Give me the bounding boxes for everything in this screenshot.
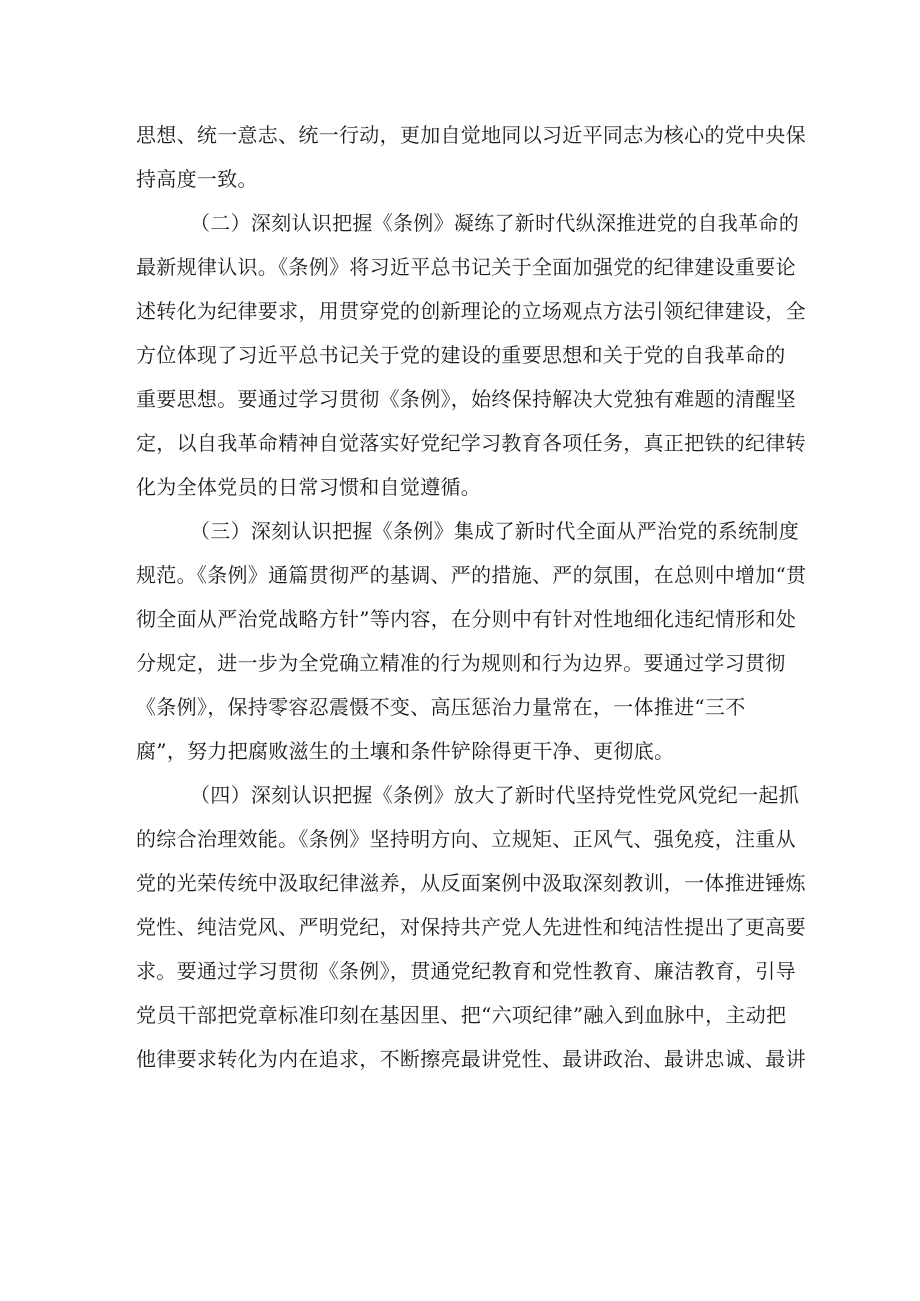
text-line: 述转化为纪律要求，用贯穿党的创新理论的立场观点方法引领纪律建设，全: [136, 299, 806, 323]
section-2-heading-line: （二）深刻认识把握《条例》凝练了新时代纵深推进党的自我革命的: [190, 211, 799, 235]
text-line: 《条例》，保持零容忍震慑不变、高压惩治力量常在，一体推进“三不: [136, 695, 746, 719]
section-4-heading-line: （四）深刻认识把握《条例》放大了新时代坚持党性党风党纪一起抓: [190, 783, 799, 807]
text-line: 思想、统一意志、统一行动，更加自觉地同以习近平同志为核心的党中央保: [136, 123, 806, 147]
text-line: 方位体现了习近平总书记关于党的建设的重要思想和关于党的自我革命的: [136, 343, 786, 367]
text-line: 重要思想。要通过学习贯彻《条例》，始终保持解决大党独有难题的清醒坚: [136, 387, 796, 411]
text-line: 党的光荣传统中汲取纪律滋养，从反面案例中汲取深刻教训，一体推进锤炼: [136, 871, 806, 895]
text-line: 党性、纯洁党风、严明党纪，对保持共产党人先进性和纯洁性提出了更高要: [136, 915, 806, 939]
text-line: 化为全体党员的日常习惯和自觉遵循。: [136, 475, 482, 499]
text-line: 定，以自我革命精神自觉落实好党纪学习教育各项任务，真正把铁的纪律转: [136, 431, 806, 455]
text-line: 持高度一致。: [136, 167, 258, 191]
text-line: 党员干部把党章标准印刻在基因里、把“六项纪律”融入到血脉中，主动把: [136, 1003, 787, 1027]
text-line: 的综合治理效能。《条例》坚持明方向、立规矩、正风气、强免疫，注重从: [136, 827, 796, 851]
section-3-heading-line: （三）深刻认识把握《条例》集成了新时代全面从严治党的系统制度: [190, 519, 799, 543]
text-line: 最新规律认识。《条例》将习近平总书记关于全面加强党的纪律建设重要论: [136, 255, 796, 279]
text-line: 求。要通过学习贯彻《条例》，贯通党纪教育和党性教育、廉洁教育，引导: [136, 959, 796, 983]
text-line: 腐”，努力把腐败滋生的土壤和条件铲除得更干净、更彻底。: [136, 739, 675, 763]
text-line: 规范。《条例》通篇贯彻严的基调、严的措施、严的氛围，在总则中增加“贯: [136, 563, 807, 587]
text-line: 他律要求转化为内在追求，不断擦亮最讲党性、最讲政治、最讲忠诚、最讲: [136, 1047, 806, 1071]
text-line: 彻全面从严治党战略方针”等内容，在分则中有针对性地细化违纪情形和处: [136, 607, 797, 631]
text-line: 分规定，进一步为全党确立精准的行为规则和行为边界。要通过学习贯彻: [136, 651, 786, 675]
